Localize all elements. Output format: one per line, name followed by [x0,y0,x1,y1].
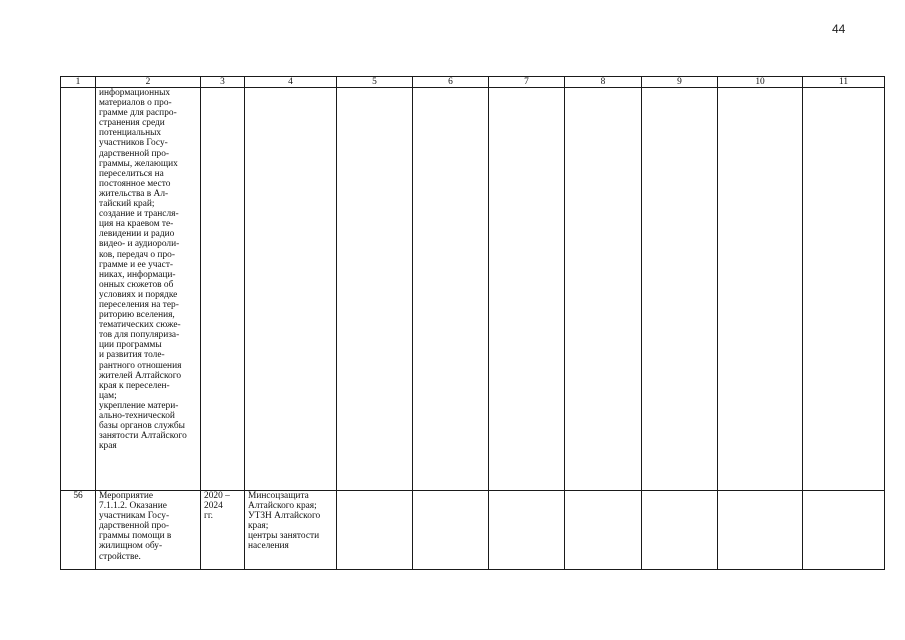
empty-cell [718,88,803,491]
period-cell [201,88,245,491]
column-header: 8 [565,77,642,88]
empty-cell [413,491,489,570]
empty-cell [337,491,413,570]
empty-cell [413,88,489,491]
header-row [61,77,885,88]
empty-cell [642,491,718,570]
page-number: 44 [832,22,846,36]
empty-cell [565,88,642,491]
empty-cell [803,88,885,491]
measure-description: Мероприятие 7.1.1.2. Оказание участникам Госу- дарственной про- граммы помощи в жилищном обу- стройстве. [96,491,201,570]
column-header: 9 [642,77,718,88]
empty-cell [565,491,642,570]
empty-cell [803,491,885,570]
column-header: 5 [337,77,413,88]
row-number: 56 [61,491,96,570]
column-header: 2 [96,77,201,88]
empty-cell [337,88,413,491]
table-row [61,88,885,491]
executor-cell: Минсоцзащита Алтайского края; УТЗН Алтайского края; центры занятости населения [245,491,337,570]
empty-cell [642,88,718,491]
period-cell: 2020 – 2024 гг. [201,491,245,570]
column-header: 3 [201,77,245,88]
column-header: 11 [803,77,885,88]
column-header: 4 [245,77,337,88]
column-header: 7 [489,77,565,88]
executor-cell [245,88,337,491]
column-header: 6 [413,77,489,88]
empty-cell [489,88,565,491]
row-number [61,88,96,491]
column-header: 10 [718,77,803,88]
empty-cell [718,491,803,570]
column-header: 1 [61,77,96,88]
measure-description: информационных материалов о про- грамме для распро- странения среди потенциальных участников Госу- дарственной про- граммы, желающих переселиться на постоянное место жительства в Ал- тайский край; создание и трансля- ция на краевом те- левидении и радио видео- и аудиороли- ков, передач о про- грамме и ее участ- никах, информаци- онных сюжетов об условиях и порядке переселения на тер- риторию вселения, тематических сюже- тов для популяриза- ции программы и развития толе- рантного отношения жителей Алтайского края к переселен- цам; укрепление матери- ально-технической базы органов службы занятости Алтайского края [96,88,201,491]
empty-cell [489,491,565,570]
table-row [61,491,885,570]
program-measures-table [60,76,885,570]
